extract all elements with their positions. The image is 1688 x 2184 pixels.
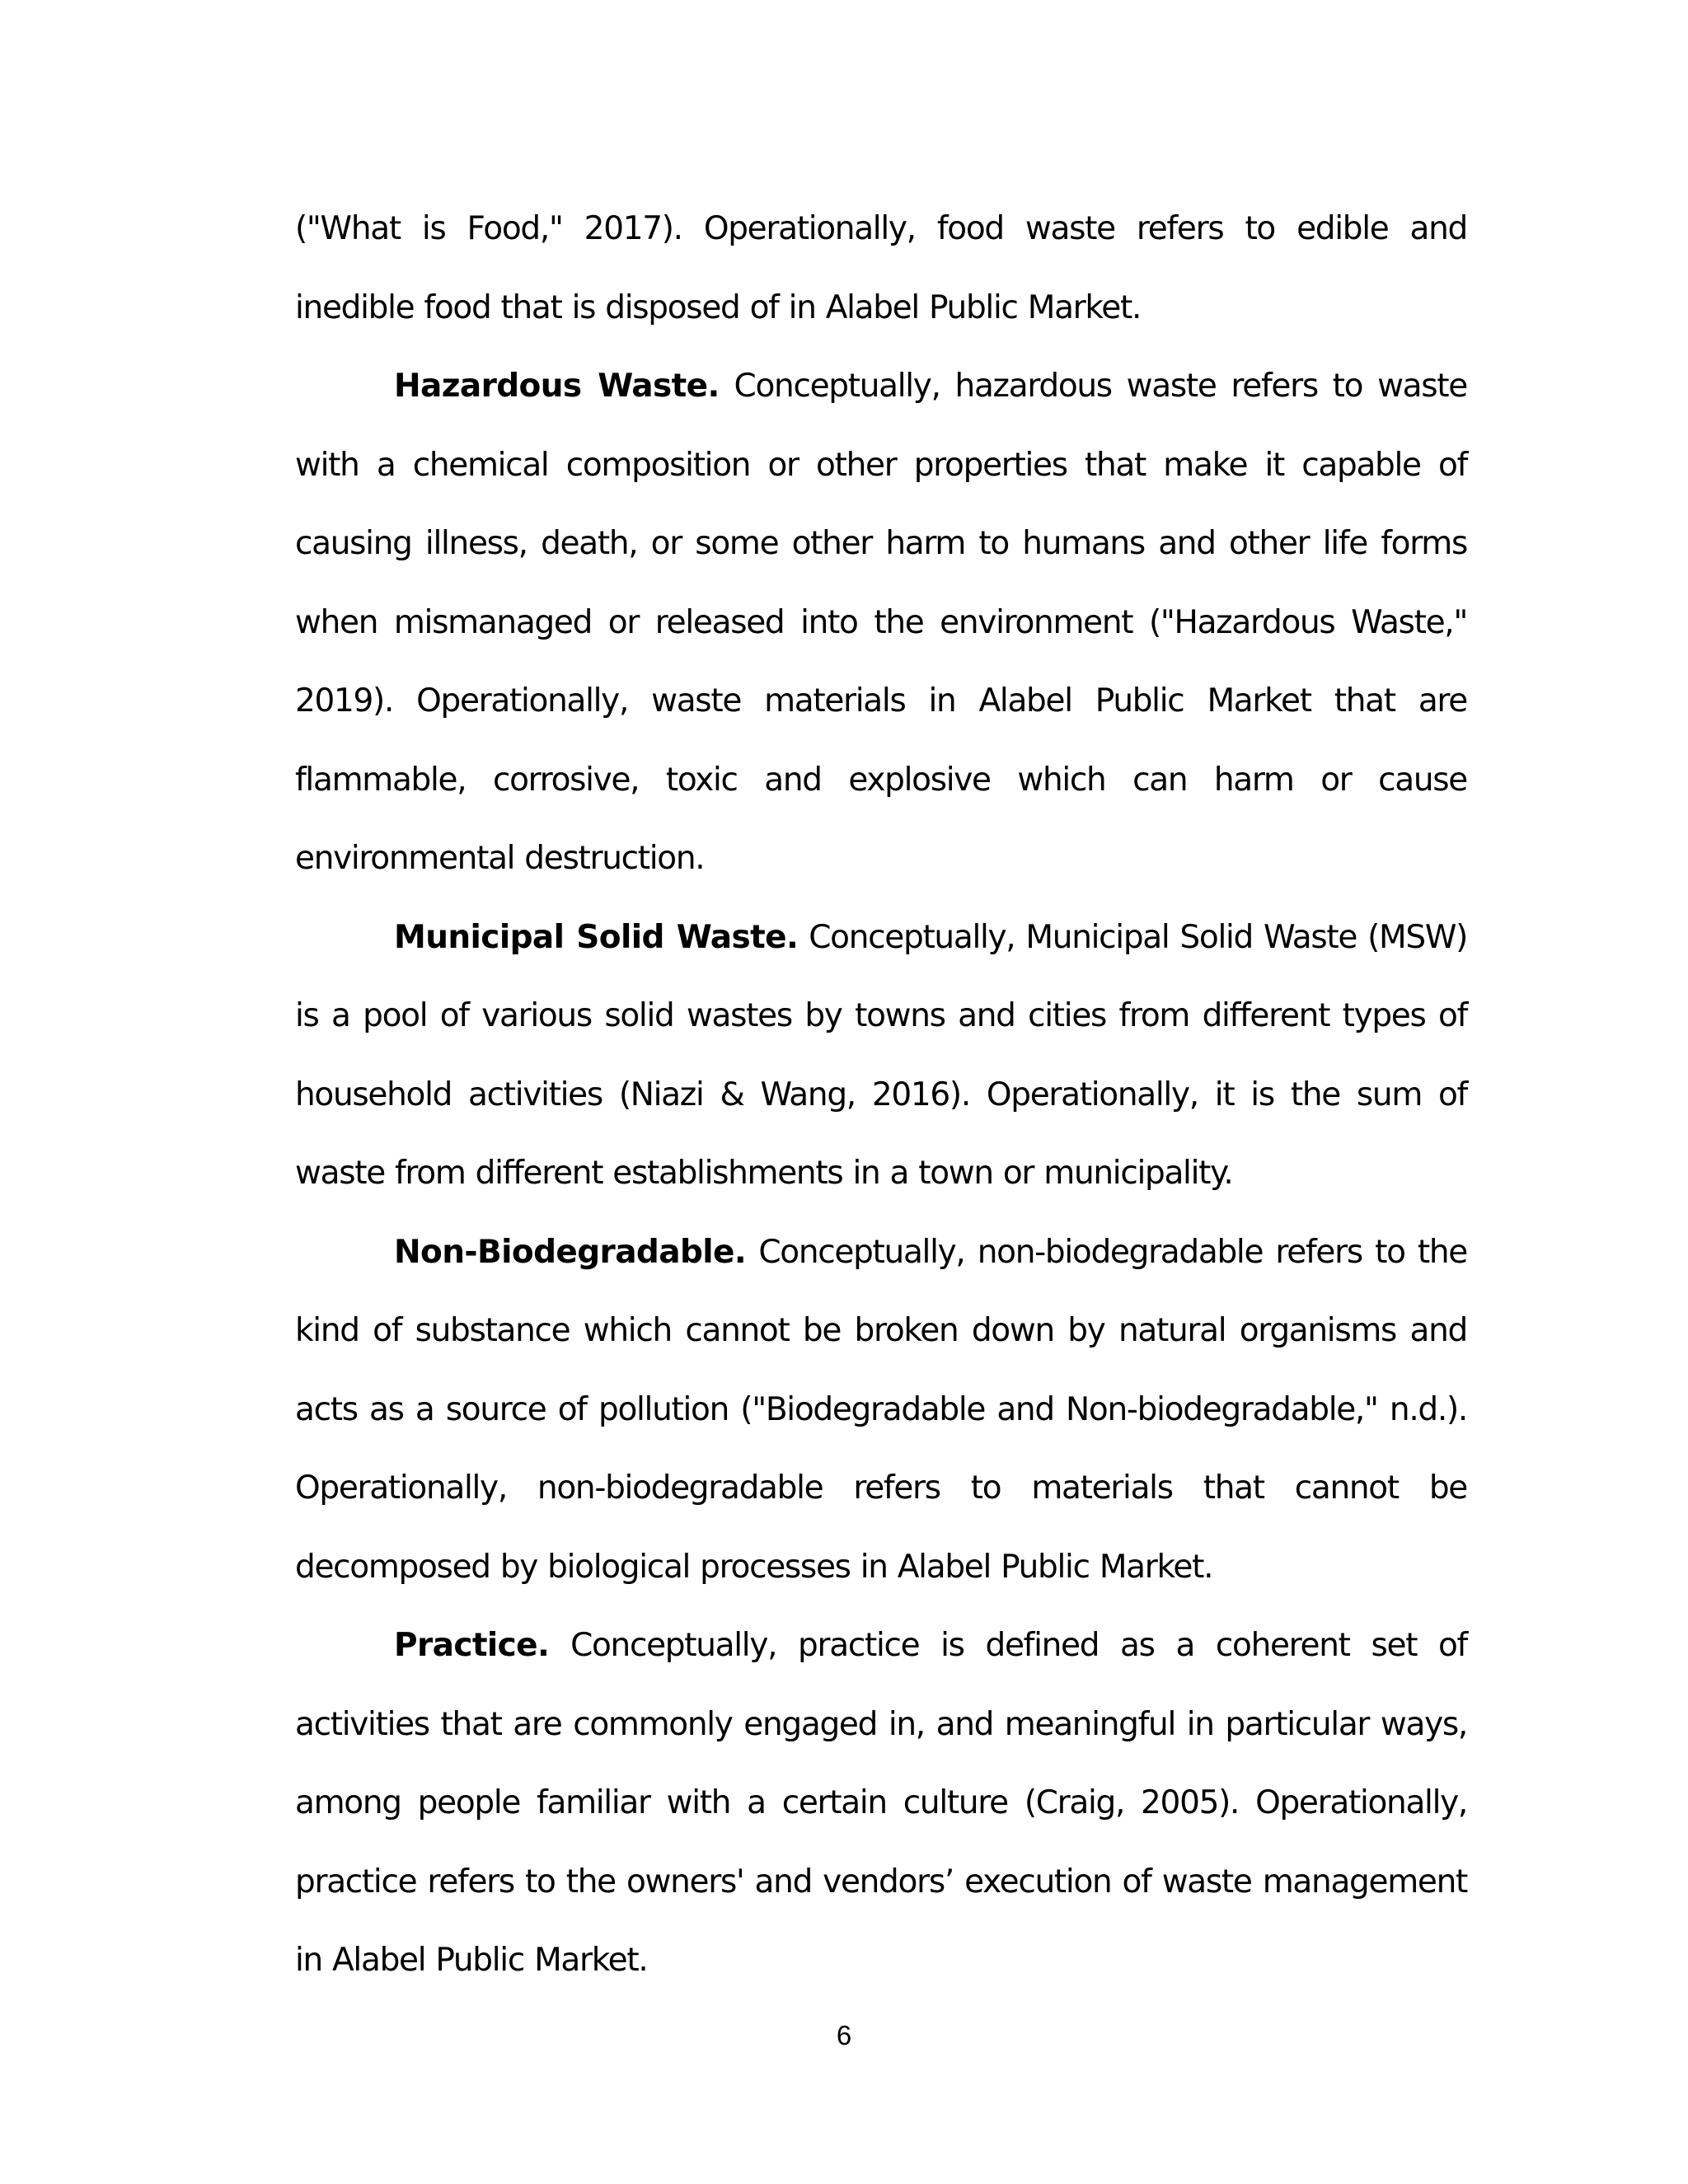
continuation-paragraph: ("What is Food," 2017). Operationally, food waste refers to edible and inedible food that is disposed of in Alabel Public Market. — [295, 210, 1467, 326]
definition-text: Conceptually, Municipal Solid Waste (MSW) is a pool of various solid wastes by towns and cities from different types of household activities (Niazi & Wang, 2016). Operationally, it is the sum of waste from different establishments in a town or municipality. — [295, 918, 1467, 1192]
definition-text: Conceptually, practice is defined as a coherent set of activities that are commonly engaged in, and meaningful in particular ways, among people familiar with a certain culture (Craig, 2005). Operationally, practice refers to the owners' and vendors’ execution of waste management in Alabel Public Market. — [295, 1627, 1467, 1979]
term-heading: Municipal Solid Waste. — [394, 918, 799, 956]
definition-practice — [295, 1606, 1467, 2000]
definition-text: Conceptually, non-biodegradable refers to the kind of substance which cannot be broken down by natural organisms and acts as a source of pollution ("Biodegradable and Non-biodegradable," n.d.). Operationally, non-biodegradable refers to materials that cannot be decomposed by biological processes in Alabel Public Market. — [295, 1233, 1467, 1586]
page-number: 6 — [836, 2020, 852, 2050]
definition-text: Conceptually, hazardous waste refers to waste with a chemical composition or other properties that make it capable of causing illness, death, or some other harm to humans and other life forms when mismanaged or released into the environment ("Hazardous Waste," 2019). Operationally, waste materials in Alabel Public Market that are flammable, corrosive, toxic and explosive which can harm or cause environmental destruction. — [295, 368, 1467, 877]
term-heading: Non-Biodegradable. — [394, 1233, 747, 1271]
body-text — [295, 190, 1467, 2000]
definition-non-biodegradable — [295, 1213, 1467, 1607]
definition-municipal-solid-waste — [295, 898, 1467, 1213]
term-heading: Practice. — [394, 1627, 550, 1664]
term-heading: Hazardous Waste. — [394, 368, 720, 405]
definition-hazardous-waste — [295, 347, 1467, 898]
